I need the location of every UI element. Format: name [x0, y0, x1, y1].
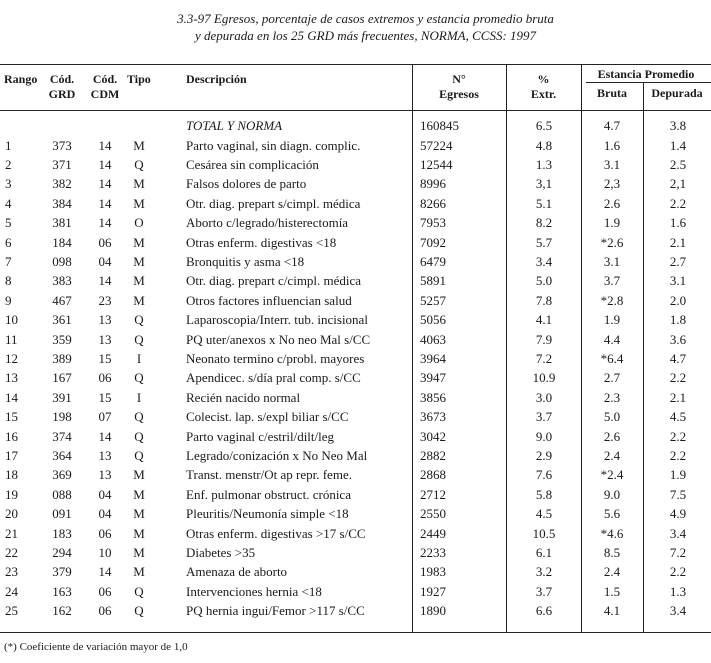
cell-cod-cdm: 14: [98, 137, 112, 153]
cell-bruta: 3.7: [603, 273, 621, 289]
cell-rango: 8: [5, 273, 12, 289]
estancia-underline: [586, 82, 711, 83]
cell-egresos: 2712: [420, 486, 446, 502]
cell-descripcion: Intervenciones hernia <18: [186, 583, 322, 599]
cell-cod-cdm: 07: [98, 409, 112, 425]
table-row: [0, 504, 711, 523]
cell-descripcion: Legrado/conización x No Neo Mal: [186, 447, 368, 463]
table-row: [0, 252, 711, 271]
cell-egresos: 2233: [420, 544, 446, 560]
cell-bruta: 2.3: [603, 389, 621, 405]
cell-rango: 10: [5, 312, 18, 328]
cell-cod-grd: 361: [52, 312, 72, 328]
cell-descripcion: Colecist. lap. s/expl biliar s/CC: [186, 409, 349, 425]
cell-extr: 7.8: [535, 292, 553, 308]
cell-cod-grd: 167: [52, 370, 72, 386]
cell-descripcion: Otras enferm. digestivas >17 s/CC: [186, 525, 366, 541]
cell-extr: 3,1: [535, 176, 553, 192]
header-cod-cdm: Cód. CDM: [90, 72, 120, 101]
cell-tipo: O: [134, 215, 144, 231]
table-row: [0, 485, 711, 504]
cell-extr: 7.6: [535, 467, 553, 483]
table-row: [0, 155, 711, 174]
cell-bruta: 2.4: [603, 564, 621, 580]
cell-tipo: M: [133, 176, 145, 192]
cell-bruta: 5.0: [603, 409, 621, 425]
cell-bruta: 3.1: [603, 156, 621, 172]
cell-tipo: M: [133, 486, 145, 502]
cell-tipo: Q: [134, 156, 144, 172]
cell-cod-grd: 371: [52, 156, 72, 172]
cell-cod-grd: 163: [52, 583, 72, 599]
cell-rango: 14: [5, 389, 18, 405]
cell-rango: 23: [5, 564, 18, 580]
cell-descripcion: Apendicec. s/día pral comp. s/CC: [186, 370, 361, 386]
cell-tipo: M: [133, 564, 145, 580]
cell-rango: 13: [5, 370, 18, 386]
cell-bruta: 2.6: [603, 428, 621, 444]
cell-descripcion: Falsos dolores de parto: [186, 176, 307, 192]
cell-depurada: 3.6: [669, 331, 687, 347]
cell-extr: 7.9: [535, 331, 553, 347]
cell-tipo: M: [133, 195, 145, 211]
cell-egresos: 7092: [420, 234, 446, 250]
cell-extr: 5.1: [535, 195, 553, 211]
cell-depurada: 2.1: [669, 389, 687, 405]
header-depurada: Depurada: [651, 86, 703, 100]
cell-extr: 4.8: [535, 137, 553, 153]
cell-depurada: 1.8: [669, 312, 687, 328]
cell-egresos: 1983: [420, 564, 446, 580]
cell-tipo: Q: [134, 370, 144, 386]
cell-extr: 6.6: [535, 603, 553, 619]
cell-extr: 7.2: [535, 350, 553, 366]
cell-rango: 1: [5, 137, 12, 153]
cell-bruta: 2,3: [603, 176, 621, 192]
cell-extr: 3.7: [535, 409, 553, 425]
cell-egresos: 1927: [420, 583, 446, 599]
cell-descripcion: Cesárea sin complicación: [186, 156, 319, 172]
cell-bruta: *2.8: [600, 292, 624, 308]
cell-rango: 16: [5, 428, 18, 444]
cell-cod-cdm: 14: [98, 564, 112, 580]
cell-cod-grd: 198: [52, 409, 72, 425]
footnote: (*) Coeficiente de variación mayor de 1,0: [4, 641, 188, 653]
cell-tipo: M: [133, 506, 145, 522]
cell-egresos: 3042: [420, 428, 446, 444]
cell-tipo: Q: [134, 583, 144, 599]
cell-tipo: M: [133, 467, 145, 483]
cell-extr: 3.4: [535, 253, 553, 269]
cell-depurada: 4.5: [669, 409, 687, 425]
cell-depurada: 3.4: [669, 525, 687, 541]
cell-bruta: 9.0: [603, 486, 621, 502]
cell-cod-cdm: 14: [98, 176, 112, 192]
cell-cod-grd: 183: [52, 525, 72, 541]
cell-depurada: 2.7: [669, 253, 687, 269]
cell-bruta: 5.6: [603, 506, 621, 522]
cell-depurada: 4.9: [669, 506, 687, 522]
cell-tipo: I: [136, 350, 142, 366]
cell-cod-cdm: 06: [98, 583, 112, 599]
total-descripcion: TOTAL Y NORMA: [186, 118, 283, 133]
cell-bruta: 4.4: [603, 331, 621, 347]
total-egresos: 160845: [420, 118, 459, 133]
table-row: [0, 330, 711, 349]
cell-cod-cdm: 06: [98, 525, 112, 541]
cell-cod-cdm: 23: [98, 292, 112, 308]
cell-descripcion: Otros factores influencian salud: [186, 292, 352, 308]
cell-rango: 12: [5, 350, 18, 366]
cell-descripcion: Transt. menstr/Ot ap repr. feme.: [186, 467, 352, 483]
caption-line-1: 3.3-97 Egresos, porcentaje de casos extremos y estancia promedio bruta: [177, 11, 554, 26]
cell-cod-cdm: 15: [98, 389, 112, 405]
cell-descripcion: Parto vaginal c/estril/dilt/leg: [186, 428, 335, 444]
cell-depurada: 2.0: [669, 292, 687, 308]
cell-rango: 11: [5, 331, 18, 347]
cell-rango: 21: [5, 525, 18, 541]
cell-egresos: 2882: [420, 447, 446, 463]
cell-rango: 6: [5, 234, 12, 250]
table-row: [0, 136, 711, 155]
top-rule: [0, 64, 711, 65]
cell-bruta: 1.6: [603, 137, 621, 153]
cell-tipo: M: [133, 137, 145, 153]
cell-extr: 5.7: [535, 234, 553, 250]
cell-cod-grd: 098: [52, 253, 72, 269]
table-row: [0, 446, 711, 465]
cell-cod-cdm: 14: [98, 428, 112, 444]
cell-descripcion: Enf. pulmonar obstruct. crónica: [186, 486, 351, 502]
cell-cod-cdm: 06: [98, 234, 112, 250]
table-row: [0, 271, 711, 290]
cell-extr: 4.1: [535, 312, 553, 328]
cell-bruta: 2.7: [603, 370, 621, 386]
cell-egresos: 1890: [420, 603, 446, 619]
cell-cod-grd: 383: [52, 273, 72, 289]
header-extr: % Extr.: [530, 72, 557, 101]
cell-tipo: M: [133, 544, 145, 560]
cell-rango: 2: [5, 156, 12, 172]
cell-rango: 25: [5, 603, 18, 619]
table-row: [0, 310, 711, 329]
cell-bruta: *6.4: [600, 350, 624, 366]
cell-depurada: 4.7: [669, 350, 687, 366]
cell-tipo: I: [136, 389, 142, 405]
cell-cod-cdm: 14: [98, 195, 112, 211]
cell-extr: 8.2: [535, 215, 553, 231]
cell-descripcion: Otr. diag. prepart c/cimpl. médica: [186, 273, 362, 289]
cell-rango: 7: [5, 253, 12, 269]
table-row: [0, 194, 711, 213]
cell-descripcion: PQ hernia ingui/Femor >117 s/CC: [186, 603, 365, 619]
total-extr: 6.5: [535, 118, 553, 133]
cell-depurada: 2.2: [669, 195, 687, 211]
cell-rango: 17: [5, 447, 18, 463]
cell-egresos: 57224: [420, 137, 453, 153]
cell-egresos: 5891: [420, 273, 446, 289]
cell-tipo: Q: [134, 447, 144, 463]
header-rule: [0, 110, 711, 111]
cell-extr: 9.0: [535, 428, 553, 444]
cell-depurada: 2.2: [669, 447, 687, 463]
cell-depurada: 7.5: [669, 486, 687, 502]
cell-tipo: M: [133, 292, 145, 308]
cell-descripcion: Pleuritis/Neumonía simple <18: [186, 506, 349, 522]
cell-descripcion: Aborto c/legrado/histerectomía: [186, 215, 349, 231]
cell-depurada: 2.1: [669, 234, 687, 250]
table-row: [0, 174, 711, 193]
cell-rango: 4: [5, 195, 12, 211]
cell-bruta: 8.5: [603, 544, 621, 560]
total-depurada: 3.8: [669, 118, 687, 133]
table-row: [0, 427, 711, 446]
cell-descripcion: Neonato termino c/probl. mayores: [186, 350, 365, 366]
table-row: [0, 368, 711, 387]
cell-cod-cdm: 04: [98, 486, 112, 502]
cell-tipo: Q: [134, 428, 144, 444]
cell-cod-grd: 389: [52, 350, 72, 366]
cell-rango: 20: [5, 506, 18, 522]
cell-bruta: 4.1: [603, 603, 621, 619]
cell-egresos: 2449: [420, 525, 446, 541]
cell-cod-cdm: 13: [98, 447, 112, 463]
cell-extr: 3.2: [535, 564, 553, 580]
cell-depurada: 2.2: [669, 370, 687, 386]
cell-tipo: Q: [134, 312, 144, 328]
cell-descripcion: Amenaza de aborto: [186, 564, 288, 580]
cell-extr: 3.0: [535, 389, 553, 405]
cell-rango: 5: [5, 215, 12, 231]
table-row: [0, 465, 711, 484]
cell-cod-cdm: 04: [98, 253, 112, 269]
cell-egresos: 2868: [420, 467, 446, 483]
cell-depurada: 1.9: [669, 467, 687, 483]
cell-cod-cdm: 14: [98, 273, 112, 289]
table-row: [0, 601, 711, 620]
cell-tipo: Q: [134, 331, 144, 347]
cell-depurada: 2,1: [669, 176, 687, 192]
cell-rango: 24: [5, 583, 18, 599]
cell-descripcion: Laparoscopia/Interr. tub. incisional: [186, 312, 368, 328]
table-caption: [0, 10, 711, 44]
cell-extr: 5.0: [535, 273, 553, 289]
cell-depurada: 1.6: [669, 215, 687, 231]
total-row: [0, 116, 711, 135]
cell-cod-cdm: 06: [98, 370, 112, 386]
table-row: [0, 562, 711, 581]
cell-depurada: 1.4: [669, 137, 687, 153]
header-tipo: Tipo: [127, 72, 151, 86]
cell-extr: 1.3: [535, 156, 553, 172]
cell-depurada: 2.2: [669, 564, 687, 580]
cell-egresos: 4063: [420, 331, 446, 347]
cell-tipo: M: [133, 273, 145, 289]
cell-egresos: 3964: [420, 350, 446, 366]
cell-descripcion: PQ uter/anexos x No neo Mal s/CC: [186, 331, 371, 347]
table-row: [0, 213, 711, 232]
cell-extr: 10.9: [532, 370, 556, 386]
cell-cod-grd: 379: [52, 564, 72, 580]
cell-bruta: 3.1: [603, 253, 621, 269]
table-row: [0, 543, 711, 562]
caption-line-2: y depurada en los 25 GRD más frecuentes, NORMA, CCSS: 1997: [194, 28, 537, 43]
table-row: [0, 291, 711, 310]
cell-extr: 10.5: [532, 525, 556, 541]
table-row: [0, 524, 711, 543]
cell-descripcion: Diabetes >35: [186, 544, 256, 560]
cell-descripcion: Otras enferm. digestivas <18: [186, 234, 337, 250]
cell-depurada: 3.1: [669, 273, 687, 289]
cell-rango: 9: [5, 292, 12, 308]
cell-cod-grd: 184: [52, 234, 72, 250]
table-row: [0, 388, 711, 407]
cell-cod-grd: 162: [52, 603, 72, 619]
cell-egresos: 6479: [420, 253, 446, 269]
cell-tipo: Q: [134, 603, 144, 619]
cell-cod-grd: 088: [52, 486, 72, 502]
cell-egresos: 7953: [420, 215, 446, 231]
cell-rango: 19: [5, 486, 18, 502]
cell-bruta: 2.4: [603, 447, 621, 463]
cell-egresos: 3856: [420, 389, 446, 405]
cell-depurada: 1.3: [669, 583, 687, 599]
cell-descripcion: Bronquitis y asma <18: [186, 253, 305, 269]
cell-cod-grd: 364: [52, 447, 72, 463]
cell-bruta: *2.4: [600, 467, 624, 483]
cell-rango: 18: [5, 467, 18, 483]
cell-cod-grd: 359: [52, 331, 72, 347]
cell-descripcion: Parto vaginal, sin diagn. complic.: [186, 137, 361, 153]
header-egresos: N° Egresos: [439, 72, 479, 101]
cell-tipo: M: [133, 234, 145, 250]
cell-rango: 15: [5, 409, 18, 425]
cell-tipo: M: [133, 525, 145, 541]
cell-cod-grd: 091: [52, 506, 72, 522]
cell-extr: 4.5: [535, 506, 553, 522]
cell-egresos: 5056: [420, 312, 446, 328]
cell-egresos: 2550: [420, 506, 446, 522]
table-row: [0, 349, 711, 368]
table-row: [0, 233, 711, 252]
cell-bruta: 1.9: [603, 215, 621, 231]
cell-depurada: 2.5: [669, 156, 687, 172]
cell-egresos: 3947: [420, 370, 446, 386]
cell-egresos: 3673: [420, 409, 446, 425]
cell-depurada: 3.4: [669, 603, 687, 619]
bottom-rule: [0, 632, 711, 633]
cell-extr: 3.7: [535, 583, 553, 599]
header-descripcion: Descripción: [186, 72, 247, 86]
cell-cod-cdm: 13: [98, 312, 112, 328]
cell-rango: 3: [5, 176, 12, 192]
cell-cod-grd: 381: [52, 215, 72, 231]
header-cod-grd: Cód. GRD: [48, 72, 76, 101]
cell-cod-cdm: 15: [98, 350, 112, 366]
header-estancia: Estancia Promedio: [597, 67, 695, 81]
cell-cod-cdm: 14: [98, 156, 112, 172]
cell-rango: 22: [5, 544, 18, 560]
cell-depurada: 7.2: [669, 544, 687, 560]
cell-cod-cdm: 04: [98, 506, 112, 522]
cell-depurada: 2.2: [669, 428, 687, 444]
cell-egresos: 8266: [420, 195, 446, 211]
cell-cod-grd: 369: [52, 467, 72, 483]
cell-cod-cdm: 10: [98, 544, 112, 560]
cell-cod-cdm: 13: [98, 331, 112, 347]
cell-descripcion: Otr. diag. prepart s/cimpl. médica: [186, 195, 361, 211]
cell-extr: 5.8: [535, 486, 553, 502]
cell-extr: 6.1: [535, 544, 553, 560]
table-row: [0, 407, 711, 426]
cell-tipo: M: [133, 253, 145, 269]
cell-descripcion: Recién nacido normal: [186, 389, 301, 405]
header-bruta: Bruta: [597, 86, 627, 100]
header-rango: Rango: [4, 72, 38, 86]
cell-egresos: 8996: [420, 176, 446, 192]
cell-bruta: *2.6: [600, 234, 624, 250]
cell-cod-grd: 382: [52, 176, 72, 192]
cell-cod-cdm: 14: [98, 215, 112, 231]
cell-tipo: Q: [134, 409, 144, 425]
cell-cod-grd: 384: [52, 195, 72, 211]
cell-cod-cdm: 13: [98, 467, 112, 483]
cell-cod-grd: 391: [52, 389, 72, 405]
cell-egresos: 5257: [420, 292, 446, 308]
cell-bruta: 1.9: [603, 312, 621, 328]
cell-cod-grd: 373: [52, 137, 72, 153]
cell-cod-grd: 467: [52, 292, 72, 308]
cell-bruta: *4.6: [600, 525, 624, 541]
cell-cod-grd: 294: [52, 544, 72, 560]
cell-egresos: 12544: [420, 156, 453, 172]
cell-extr: 2.9: [535, 447, 553, 463]
total-bruta: 4.7: [603, 118, 621, 133]
cell-cod-grd: 374: [52, 428, 72, 444]
cell-bruta: 1.5: [603, 583, 621, 599]
table-row: [0, 582, 711, 601]
cell-bruta: 2.6: [603, 195, 621, 211]
cell-cod-cdm: 06: [98, 603, 112, 619]
